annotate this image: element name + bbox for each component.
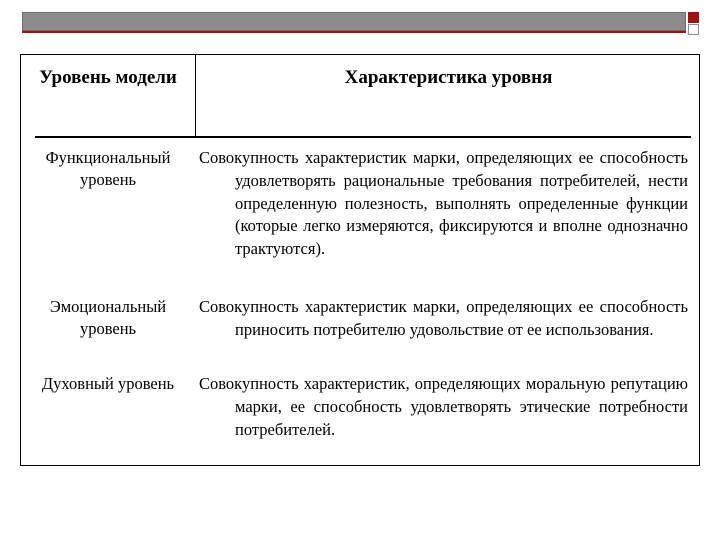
brand-levels-table xyxy=(20,54,700,466)
corner-square-outline xyxy=(688,24,699,35)
row-level-spiritual: Духовный уровень xyxy=(41,374,175,393)
header-characteristic: Характеристика уровня xyxy=(344,67,553,88)
row-level-functional: Функциональный уровень xyxy=(45,148,171,189)
row-description-spiritual: Совокупность характеристик, определяющих моральную репутацию марки, ее способность удовлетворять этические потребности потребителей. xyxy=(199,374,688,439)
header-divider xyxy=(35,136,691,138)
row-description-emotional: Совокупность характеристик марки, определяющих ее способность приносить потребителю удовольствие от ее использования. xyxy=(199,297,688,339)
title-underline xyxy=(22,31,686,33)
corner-square-filled xyxy=(688,12,699,23)
row-level-emotional: Эмоциональный уровень xyxy=(49,297,167,338)
row-description-functional: Совокупность характеристик марки, определяющих ее способность удовлетворять рациональные требования потребителей, нести определенную полезность, выполнять определенные функции (которые легко измеряются, фиксируются и вполне однозначно трактуются). xyxy=(199,148,688,259)
title-bar-decoration xyxy=(22,12,686,31)
header-level: Уровень модели xyxy=(39,67,177,88)
